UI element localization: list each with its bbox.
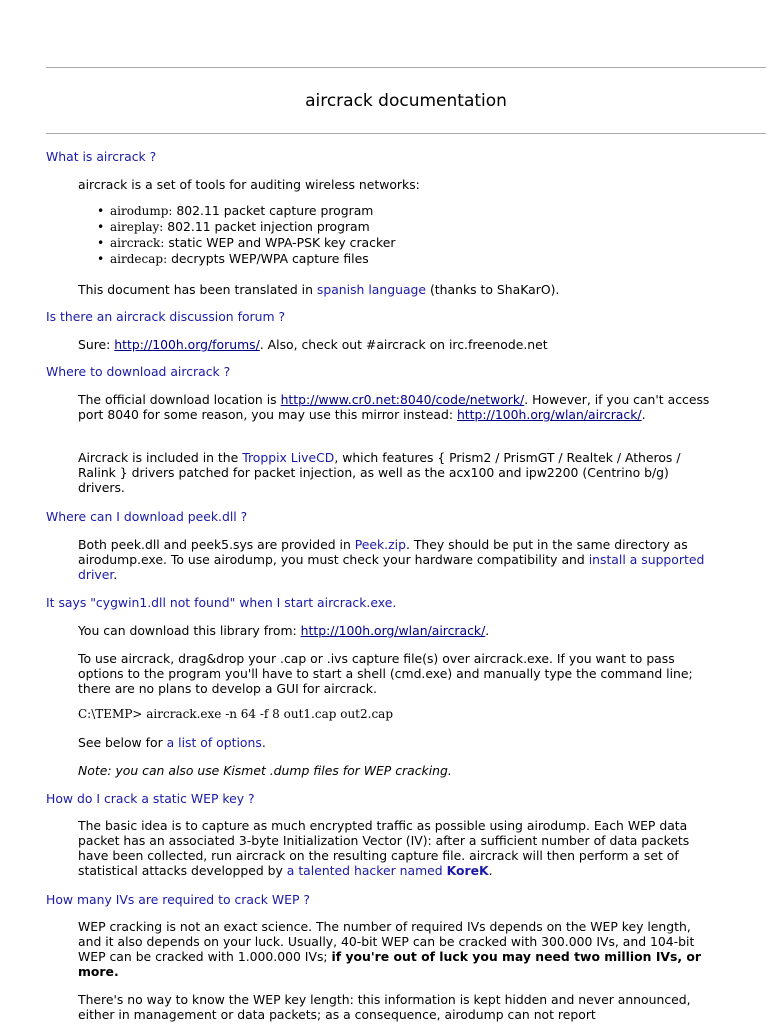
forum-paragraph: [78, 337, 718, 352]
peek-paragraph: [78, 537, 718, 582]
tool-desc: 802.11 packet capture program: [172, 203, 374, 218]
tool-name: aircrack:: [110, 236, 165, 250]
official-download-link[interactable]: http://www.cr0.net:8040/code/network/: [280, 392, 525, 407]
korek-link[interactable]: [287, 863, 489, 878]
drag-drop-paragraph: To use aircrack, drag&drop your .cap or .ivs capture file(s) over aircrack.exe. If you want to pass options to the program you'll have to start a shell (cmd.exe) and manually type the command line; there are no plans to develop a GUI for aircrack.: [78, 651, 693, 696]
peek-directory-text: . They should be put in the same directory as airodump.exe. To use airodump, you must check your hardware compatibility and: [78, 537, 688, 567]
title-rule: [46, 133, 766, 134]
tool-name: airodump:: [110, 204, 173, 218]
forum-irc-text: . Also, check out #aircrack on irc.freenode.net: [259, 337, 548, 352]
korek-name: KoreK: [446, 863, 489, 878]
troppix-text: Aircrack is included in the: [78, 450, 243, 465]
list-item: [110, 235, 395, 251]
tool-name: aireplay:: [110, 220, 164, 234]
crack-text: The basic idea is to capture as much encrypted traffic as possible using airodump. Each WEP data packet has an associated 3-byte Initialization Vector (IV): after a sufficient number of data packets have been collected, run aircrack on the resulting capture file. aircrack will then perform a set of statistical attacks developped by: [78, 818, 690, 878]
translation-text: This document has been translated in: [78, 282, 317, 297]
options-text: See below for: [78, 735, 167, 750]
tool-desc: static WEP and WPA-PSK key cracker: [164, 235, 396, 250]
peek-text: Both peek.dll and peek5.sys are provided in: [78, 537, 355, 552]
tool-desc: 802.11 packet injection program: [163, 219, 370, 234]
translation-paragraph: [78, 282, 718, 297]
peek-zip-link[interactable]: Peek.zip: [354, 537, 406, 552]
period: .: [485, 623, 490, 638]
download-text: The official download location is: [78, 392, 281, 407]
list-item: [110, 251, 395, 267]
ivs-paragraph: [78, 919, 718, 979]
period: .: [113, 567, 118, 582]
period: .: [641, 407, 646, 422]
download-paragraph: [78, 392, 718, 422]
heading-cygwin-not-found[interactable]: It says "cygwin1.dll not found" when I start aircrack.exe.: [46, 595, 397, 610]
heading-peek-dll[interactable]: Where can I download peek.dll ?: [46, 509, 248, 524]
heading-ivs-required[interactable]: How many IVs are required to crack WEP ?: [46, 892, 310, 907]
top-rule: [46, 67, 766, 68]
key-length-paragraph: There's no way to know the WEP key length: this information is kept hidden and never announced, either in management or data packets; as a consequence, airodump can not report: [78, 992, 691, 1022]
translation-credit: (thanks to ShaKarO).: [426, 282, 560, 297]
troppix-drivers-text: , which features { Prism2 / PrismGT / Realtek / Atheros / Ralink } drivers patched for packet injection, as well as the acx100 and ipw2200 (Centrino b/g) drivers.: [78, 450, 681, 495]
tool-desc: decrypts WEP/WPA capture files: [167, 251, 369, 266]
kismet-note: [78, 763, 718, 778]
mirror-download-link[interactable]: http://100h.org/wlan/aircrack/: [456, 407, 642, 422]
spanish-language-link[interactable]: spanish language: [316, 282, 427, 297]
troppix-livecd-link[interactable]: Troppix LiveCD: [242, 450, 335, 465]
install-driver-link[interactable]: install a supported driver: [78, 552, 705, 582]
list-item: [110, 203, 395, 219]
tools-list: [78, 203, 395, 267]
troppix-paragraph: [78, 450, 718, 495]
heading-what-is-aircrack[interactable]: What is aircrack ?: [46, 149, 157, 164]
cygwin-text: You can download this library from:: [78, 623, 301, 638]
list-item: [110, 219, 395, 235]
options-paragraph: [78, 735, 718, 750]
heading-download-aircrack[interactable]: Where to download aircrack ?: [46, 364, 231, 379]
korek-link-text: a talented hacker named: [286, 863, 447, 878]
heading-crack-static-wep[interactable]: How do I crack a static WEP key ?: [46, 791, 255, 806]
period: .: [488, 863, 493, 878]
kismet-note-text: Note: you can also use Kismet .dump files for WEP cracking.: [78, 763, 452, 778]
download-mirror-text: . However, if you can't access port 8040 for some reason, you may use this mirror instead:: [78, 392, 710, 422]
forum-text: Sure:: [78, 337, 115, 352]
cygwin-paragraph: [78, 623, 718, 638]
ivs-text: WEP cracking is not an exact science. The number of required IVs depends on the WEP key length, and it also depends on your luck. Usually, 40-bit WEP can be cracked with 300.000 IVs, and 104-bit WEP can be cracked with 1.000.000 IVs;: [78, 919, 695, 964]
command-example: C:\TEMP> aircrack.exe -n 64 -f 8 out1.cap out2.cap: [78, 707, 394, 721]
crack-paragraph: [78, 818, 718, 878]
ivs-bold-warning: if you're out of luck you may need two million IVs, or more.: [78, 949, 702, 979]
page-title: aircrack documentation: [305, 91, 507, 111]
cygwin-library-link[interactable]: http://100h.org/wlan/aircrack/: [300, 623, 486, 638]
heading-discussion-forum[interactable]: Is there an aircrack discussion forum ?: [46, 309, 286, 324]
period: .: [261, 735, 266, 750]
options-list-link[interactable]: a list of options: [166, 735, 262, 750]
tool-name: airdecap:: [110, 252, 168, 266]
intro-paragraph: aircrack is a set of tools for auditing wireless networks:: [78, 177, 420, 192]
forum-link[interactable]: http://100h.org/forums/: [114, 337, 260, 352]
